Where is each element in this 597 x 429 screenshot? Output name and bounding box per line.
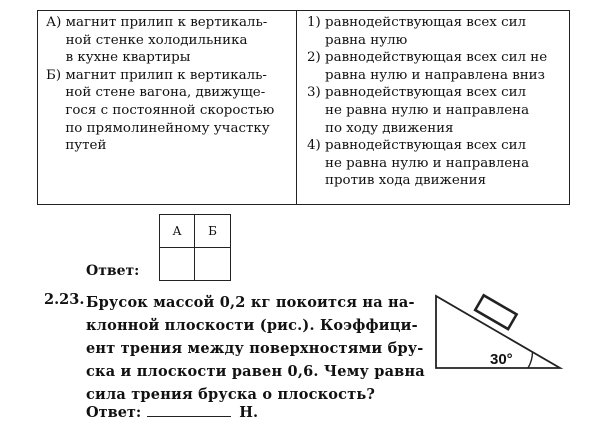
right-item-line: равнодействующая всех сил <box>325 85 527 101</box>
angle-arc <box>528 352 533 368</box>
right-item-text <box>325 49 547 84</box>
left-item-label: Б) <box>46 67 66 83</box>
right-item-label: 4) <box>307 138 326 154</box>
problem-line: Брусок массой 0,2 кг покоится на на- <box>86 294 415 311</box>
right-item-label: 3) <box>307 85 326 101</box>
right-item-text <box>325 84 529 137</box>
left-item-text <box>65 67 274 155</box>
right-column <box>297 11 569 204</box>
right-item-label: 2) <box>307 50 326 66</box>
right-item <box>307 84 561 137</box>
left-item-line: ной стене вагона, движуще- <box>65 85 266 101</box>
left-item-label: А) <box>46 15 66 30</box>
block <box>475 295 516 329</box>
answer-grid-header-a: А <box>160 215 195 248</box>
right-item-line: равна нулю <box>325 32 408 48</box>
matching-table <box>37 10 570 205</box>
right-item-label: 1) <box>307 15 326 30</box>
problem-line: ска и плоскости равен 0,6. Чему равна <box>86 363 425 380</box>
answer-cell-b[interactable] <box>195 248 230 281</box>
right-item-line: равнодействующая всех сил не <box>325 50 548 66</box>
right-item-line: по ходу движения <box>325 120 454 136</box>
right-item-line: равнодействующая всех сил <box>325 138 527 154</box>
problem-number: 2.23. <box>44 291 85 308</box>
left-item-line: по прямолинейному участку <box>65 120 270 136</box>
problem-line: сила трения бруска о плоскость? <box>86 386 376 403</box>
right-item <box>307 14 561 49</box>
problem-text <box>86 291 425 406</box>
problem-answer-row <box>86 404 258 421</box>
answer-grid <box>159 214 231 281</box>
problem-line: ент трения между поверхностями бру- <box>86 340 424 357</box>
right-item-text <box>325 137 529 190</box>
left-item-line: ной стенке холодильника <box>65 32 248 48</box>
left-item <box>46 14 288 67</box>
inclined-plane-figure <box>432 292 567 372</box>
right-item-line: не равна нулю и направлена <box>325 155 530 171</box>
left-item-line: в кухне квартиры <box>65 50 191 66</box>
problem-line: клонной плоскости (рис.). Коэффици- <box>86 317 418 334</box>
right-item-text <box>325 14 526 49</box>
right-item-line: равнодействующая всех сил <box>325 15 527 30</box>
problem-answer-label: Ответ: <box>86 404 142 421</box>
answer-grid-header-b: Б <box>195 215 230 248</box>
answer-cell-a[interactable] <box>160 248 195 281</box>
left-item-line: магнит прилип к вертикаль- <box>65 67 267 83</box>
right-item <box>307 137 561 190</box>
right-item-line: не равна нулю и направлена <box>325 102 530 118</box>
answer-label: Ответ: <box>86 263 140 279</box>
right-item <box>307 49 561 84</box>
left-item-line: путей <box>65 138 107 154</box>
answer-blank-line[interactable] <box>147 404 231 417</box>
left-item-text <box>66 14 268 67</box>
right-item-line: против хода движения <box>325 173 487 189</box>
left-item-line: гося с постоянной скоростью <box>65 102 275 118</box>
left-item-line: магнит прилип к вертикаль- <box>65 15 268 30</box>
angle-label: 30° <box>490 351 513 368</box>
left-item <box>46 67 288 155</box>
answer-unit: Н. <box>239 404 259 421</box>
left-column <box>38 11 297 204</box>
right-item-line: равна нулю и направлена вниз <box>325 67 545 83</box>
